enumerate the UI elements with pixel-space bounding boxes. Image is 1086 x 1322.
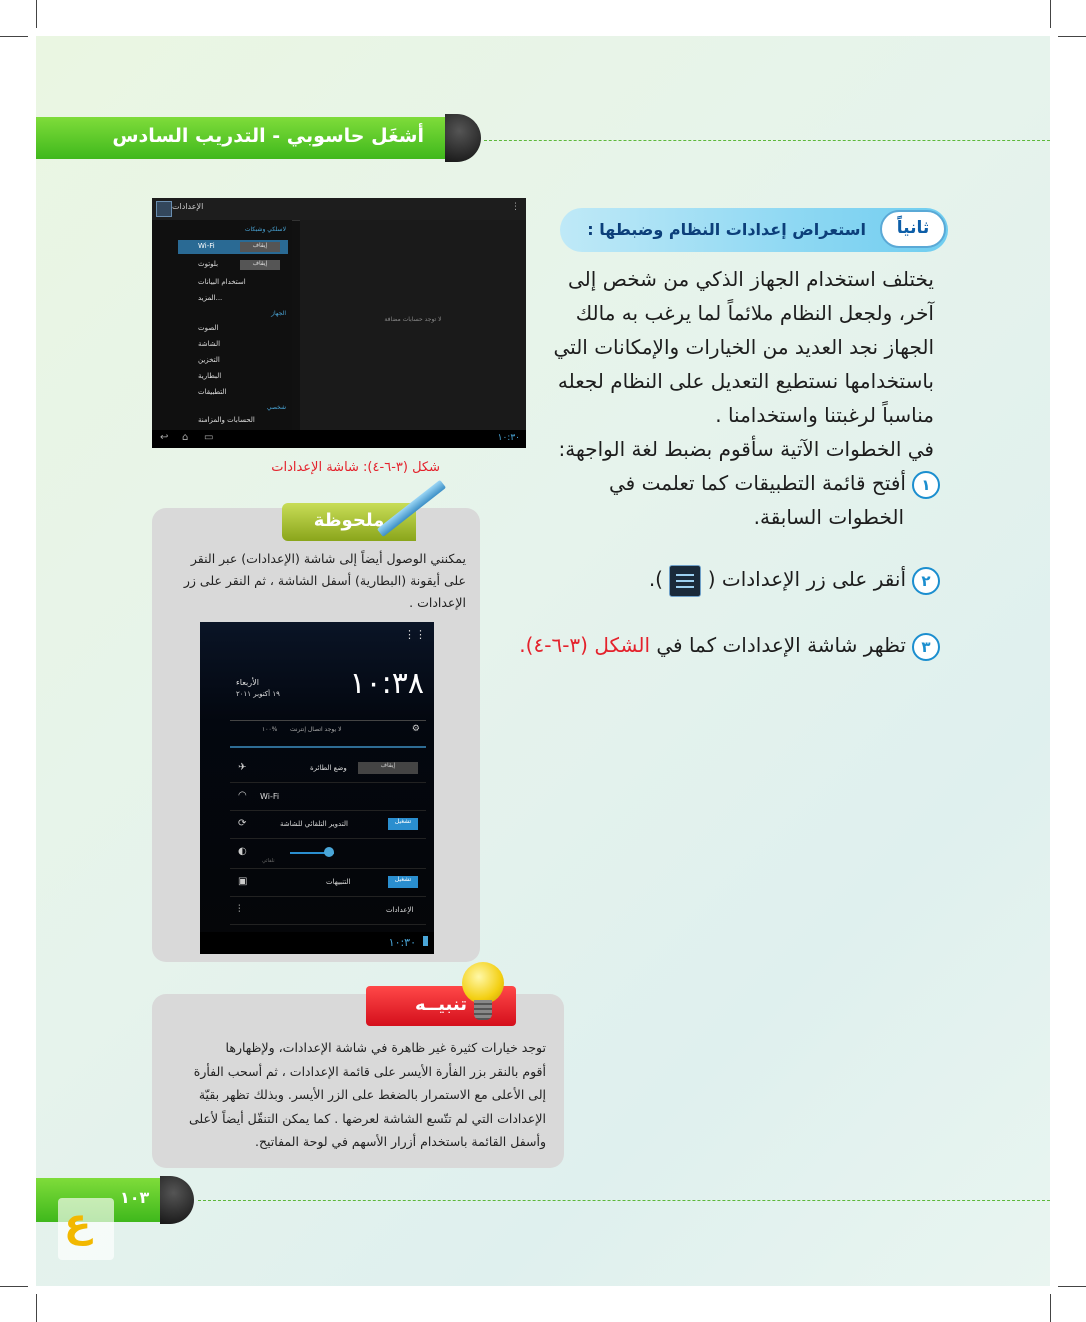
clock-area [230, 666, 426, 721]
footer-divider [198, 1200, 1050, 1201]
quick-system-bar [200, 932, 434, 954]
date-label: ١٩ أكتوبر ٢٠١١ [236, 690, 280, 698]
overflow-menu-icon[interactable]: ⋮ [511, 202, 520, 212]
step-number: ١ [912, 471, 940, 499]
empty-message: لا توجد حسابات مضافة [384, 316, 442, 323]
crop-mark [1050, 1294, 1051, 1322]
system-bar [152, 430, 526, 448]
note-line: على أيقونة (البطارية) أسفل الشاشة ، ثم النقر على زر [183, 573, 466, 588]
crop-mark [36, 1294, 37, 1322]
note-line: يمكنني الوصول أيضاً إلى شاشة (الإعدادات) عبر النقر [190, 551, 466, 566]
crop-mark [1058, 1286, 1086, 1287]
settings-detail-pane [300, 220, 526, 430]
settings-item-battery[interactable]: البطارية [198, 372, 222, 380]
section-heading [560, 208, 948, 252]
warning-line: إلى الأعلى مع الاستمرار بالضغط على الزر الأيسر. وبذلك تظهر بقيّة [198, 1087, 546, 1102]
row-label: التنبيهات [326, 878, 351, 886]
recent-apps-icon[interactable]: ▭ [204, 432, 214, 443]
intro-line: مناسباً لرغبتنا واستخدامنا . [715, 403, 934, 427]
light-bulb-icon [462, 962, 504, 1004]
figure-reference: الشكل (٣-٦-٤) [525, 633, 650, 657]
warning-line: أقوم بالنقر بزر الفأرة الأيسر على قائمة الإعدادات ، ثم أسحب الفأرة [193, 1063, 546, 1079]
back-icon[interactable]: ↩ [160, 432, 169, 443]
step-number: ٢ [912, 567, 940, 595]
row-label: تلقائي [262, 858, 275, 864]
clock-text: ١٠:٣٠ [388, 936, 416, 949]
warning-text [168, 1036, 546, 1154]
steps-intro: في الخطوات الآتية سأقوم بضبط لغة الواجهة: [558, 437, 934, 461]
row-auto-rotate[interactable] [230, 812, 426, 839]
step-3 [500, 628, 940, 662]
row-label: التدوير التلقائي للشاشة [280, 820, 348, 828]
figure-caption: شكل (٣-٦-٤): شاشة الإعدادات [271, 460, 440, 475]
step-number: ٣ [912, 633, 940, 661]
crop-mark [1058, 36, 1086, 37]
intro-paragraph [548, 262, 934, 466]
step-2 [520, 562, 940, 597]
step-text-end: . [519, 633, 526, 657]
notifications-icon: ▣ [238, 876, 248, 887]
settings-group-header: لاسلكي وشبكات [244, 226, 286, 233]
network-status: لا يوجد اتصال إنترنت [290, 726, 342, 733]
panel-divider [230, 746, 426, 748]
status-row [230, 722, 426, 742]
warning-line: توجد خيارات كثيرة غير ظاهرة في شاشة الإعدادات، ولإظهارها [225, 1040, 546, 1055]
notifications-toggle[interactable]: تشغيل [388, 876, 418, 888]
settings-item-apps[interactable]: التطبيقات [198, 388, 227, 396]
step-text: أفتح قائمة التطبيقات كما تعلمت في [608, 471, 906, 495]
battery-icon [423, 936, 428, 946]
chapter-banner [36, 117, 452, 159]
settings-icon [156, 201, 172, 217]
rotate-toggle[interactable]: تشغيل [388, 818, 418, 830]
step-text-end: ). [648, 567, 663, 591]
warning-tag: تنبيــه [366, 986, 516, 1026]
big-clock: ١٠:٣٨ [349, 666, 424, 701]
note-text [168, 548, 466, 614]
intro-line: آخر، ولجعل النظام ملائماً لما يرغب به مالك [575, 301, 934, 325]
intro-line: باستخدامها نستطيع التعديل على النظام لجعله [557, 369, 934, 393]
settings-screenshot [152, 198, 526, 448]
step-text: أنقر على زر الإعدادات ( [707, 567, 906, 591]
settings-title: الإعدادات [172, 202, 204, 211]
item-label: Wi-Fi [198, 242, 215, 250]
quick-settings-screenshot [200, 622, 434, 954]
logo-letter: ع [64, 1200, 92, 1246]
rotate-icon: ⟳ [238, 818, 247, 829]
settings-item-storage[interactable]: التخزين [198, 356, 220, 364]
intro-line: يختلف استخدام الجهاز الذكي من شخص إلى [568, 267, 934, 291]
brightness-thumb[interactable] [324, 847, 334, 857]
chapter-title: أشغَل حاسوبي - التدريب السادس [112, 125, 424, 147]
step-text: تظهر شاشة الإعدادات كما في [650, 633, 906, 657]
header-divider [484, 140, 1050, 141]
row-label: Wi-Fi [260, 792, 280, 801]
settings-item-more[interactable]: المزيد... [198, 294, 223, 302]
airplane-icon: ✈ [238, 762, 247, 773]
settings-group-header: الجهاز [271, 310, 286, 317]
settings-item-sound[interactable]: الصوت [198, 324, 219, 332]
crop-mark [36, 0, 37, 28]
publisher-logo [58, 1198, 114, 1260]
row-label: الإعدادات [386, 906, 414, 914]
section-title: استعراض إعدادات النظام وضبطها : [587, 220, 866, 239]
clock-text: ١٠:٣٠ [497, 433, 520, 443]
row-label: وضع الطائرة [310, 764, 347, 772]
settings-item-display[interactable]: الشاشة [198, 340, 221, 348]
settings-item-accounts[interactable]: الحسابات والمزامنة [198, 416, 255, 424]
battery-status: ١٠٠% [262, 726, 278, 733]
wifi-icon: ◠ [238, 790, 247, 801]
item-label: بلوتوث [198, 260, 219, 268]
settings-item-bluetooth[interactable] [178, 258, 288, 272]
crop-mark [0, 36, 28, 37]
settings-group-header: شخصي [266, 404, 286, 411]
row-notifications[interactable] [230, 870, 426, 897]
page-number: ١٠٣ [120, 1188, 150, 1207]
settings-action-bar [152, 198, 526, 221]
signal-icon: ⚙ [411, 724, 420, 734]
row-wifi[interactable] [230, 784, 426, 811]
note-line: الإعدادات . [409, 595, 466, 610]
home-icon[interactable]: ⌂ [182, 432, 189, 443]
settings-list [152, 220, 292, 430]
bluetooth-toggle[interactable]: إيقاف [240, 260, 280, 270]
crop-mark [1050, 0, 1051, 28]
step-1 [548, 466, 940, 534]
warning-line: الإعدادات التي لم تتّسع الشاشة لعرضها . كما يمكن التنقّل أيضاً لأعلى [188, 1110, 546, 1126]
apps-grid-icon[interactable]: ⋮⋮ [404, 628, 426, 641]
brightness-icon: ◐ [238, 846, 247, 857]
intro-line: الجهاز نجد العديد من الخيارات والإمكانات التي [553, 335, 934, 359]
section-number: ثانياً [880, 210, 946, 248]
settings-sliders-icon: ⫶ [238, 904, 241, 915]
row-airplane[interactable] [230, 756, 426, 783]
bulb-base [474, 1000, 492, 1020]
airplane-toggle[interactable]: إيقاف [358, 762, 418, 774]
day-label: الأربعاء [236, 678, 259, 687]
wifi-toggle[interactable]: إيقاف [240, 242, 280, 252]
note-tag: ملحوظة [282, 503, 416, 541]
warning-line: وأسفل القائمة باستخدام أزرار الأسهم في لوحة المفاتيح. [254, 1134, 546, 1149]
settings-app-icon [669, 565, 701, 597]
step-text-continued: الخطوات السابقة. [753, 505, 904, 529]
crop-mark [0, 1286, 28, 1287]
settings-item-wifi[interactable] [178, 240, 288, 254]
row-brightness[interactable] [230, 840, 426, 869]
row-settings[interactable] [230, 898, 426, 925]
settings-item-data-usage[interactable]: استخدام البيانات [198, 278, 246, 286]
